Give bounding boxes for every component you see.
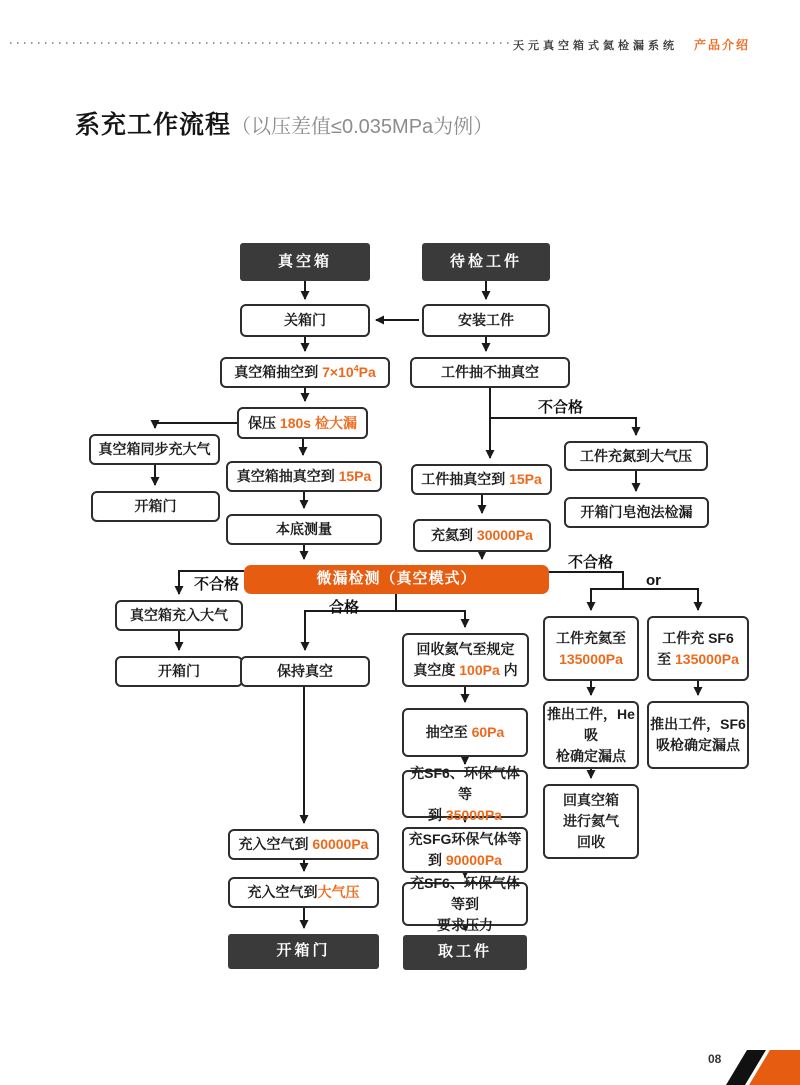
node-hold-pressure-180s: 保压 180s 检大漏 bbox=[237, 407, 368, 439]
node-open-door-soap-bubble: 开箱门皂泡法检漏 bbox=[564, 497, 709, 528]
node-workpiece-fill-sf6-135000: 工件充 SF6 至 135000Pa bbox=[647, 616, 749, 681]
node-pump-to-60pa: 抽空至 60Pa bbox=[402, 708, 528, 757]
node-close-door: 关箱门 bbox=[240, 304, 370, 337]
node-workpiece-fill-he-135000: 工件充氦至 135000Pa bbox=[543, 616, 639, 681]
node-return-box-he-recovery: 回真空箱 进行氦气 回收 bbox=[543, 784, 639, 859]
node-fill-sf6-35000pa: 充SF6、环保气体等 到 35000Pa bbox=[402, 770, 528, 818]
node-workpiece-pending: 待检工件 bbox=[422, 243, 550, 281]
node-install-workpiece: 安装工件 bbox=[422, 304, 550, 337]
node-vacuum-box: 真空箱 bbox=[240, 243, 370, 281]
node-background-measurement: 本底测量 bbox=[226, 514, 382, 545]
edge-label-fail-top-right: 不合格 bbox=[538, 399, 584, 416]
node-open-door-final: 开箱门 bbox=[228, 934, 379, 969]
node-open-door-left-2: 开箱门 bbox=[115, 656, 243, 687]
node-push-out-he-gun: 推出工件，He吸 枪确定漏点 bbox=[543, 701, 639, 769]
edge-label-pass: 合格 bbox=[329, 599, 360, 616]
node-workpiece-pump-15pa: 工件抽真空到 15Pa bbox=[411, 464, 552, 495]
node-open-door-left: 开箱门 bbox=[91, 491, 220, 522]
node-box-sync-fill-atm: 真空箱同步充大气 bbox=[89, 434, 220, 465]
node-micro-leak-detection: 微漏检测（真空模式） bbox=[244, 565, 549, 594]
node-push-out-sf6-gun: 推出工件，SF6 吸枪确定漏点 bbox=[647, 701, 749, 769]
node-workpiece-fill-n2-atm: 工件充氮到大气压 bbox=[564, 441, 708, 471]
edge-label-or: or bbox=[646, 572, 661, 589]
node-fill-air-atm: 充入空气到大气压 bbox=[228, 877, 379, 908]
node-evacuate-box-7e4: 真空箱抽空到 $7\times 10^4Pa$ bbox=[220, 357, 390, 388]
node-box-fill-atm: 真空箱充入大气 bbox=[115, 600, 243, 631]
node-box-pump-15pa: 真空箱抽真空到 15Pa bbox=[226, 461, 382, 492]
doc-title: 天元真空箱式氦检漏系统 bbox=[512, 39, 678, 52]
node-fill-sfg-90000pa: 充SFG环保气体等 到 90000Pa bbox=[402, 827, 528, 873]
node-fill-air-60000pa: 充入空气到 60000Pa bbox=[228, 829, 379, 860]
node-recover-he-100pa: 回收氦气至规定 真空度 100Pa 内 bbox=[402, 633, 529, 687]
node-keep-vacuum: 保持真空 bbox=[240, 656, 370, 687]
page-title-sub: （以压差值≤0.035MPa为例） bbox=[231, 116, 494, 138]
edge-label-fail-left: 不合格 bbox=[194, 576, 240, 593]
node-fill-sf6-required: 充SF6、环保气体等到 要求压力 bbox=[402, 882, 528, 926]
page-number: 08 bbox=[708, 1052, 722, 1066]
page-title-main: 系充工作流程 bbox=[75, 111, 232, 139]
corner-graphic bbox=[700, 1045, 800, 1085]
node-workpiece-pump-or-not: 工件抽不抽真空 bbox=[410, 357, 570, 388]
node-take-workpiece: 取工件 bbox=[403, 935, 527, 970]
node-fill-he-30000pa: 充氦到 30000Pa bbox=[413, 519, 551, 552]
doc-tag: 产品介绍 bbox=[693, 38, 750, 52]
edge-label-fail-bar-right: 不合格 bbox=[568, 554, 614, 571]
